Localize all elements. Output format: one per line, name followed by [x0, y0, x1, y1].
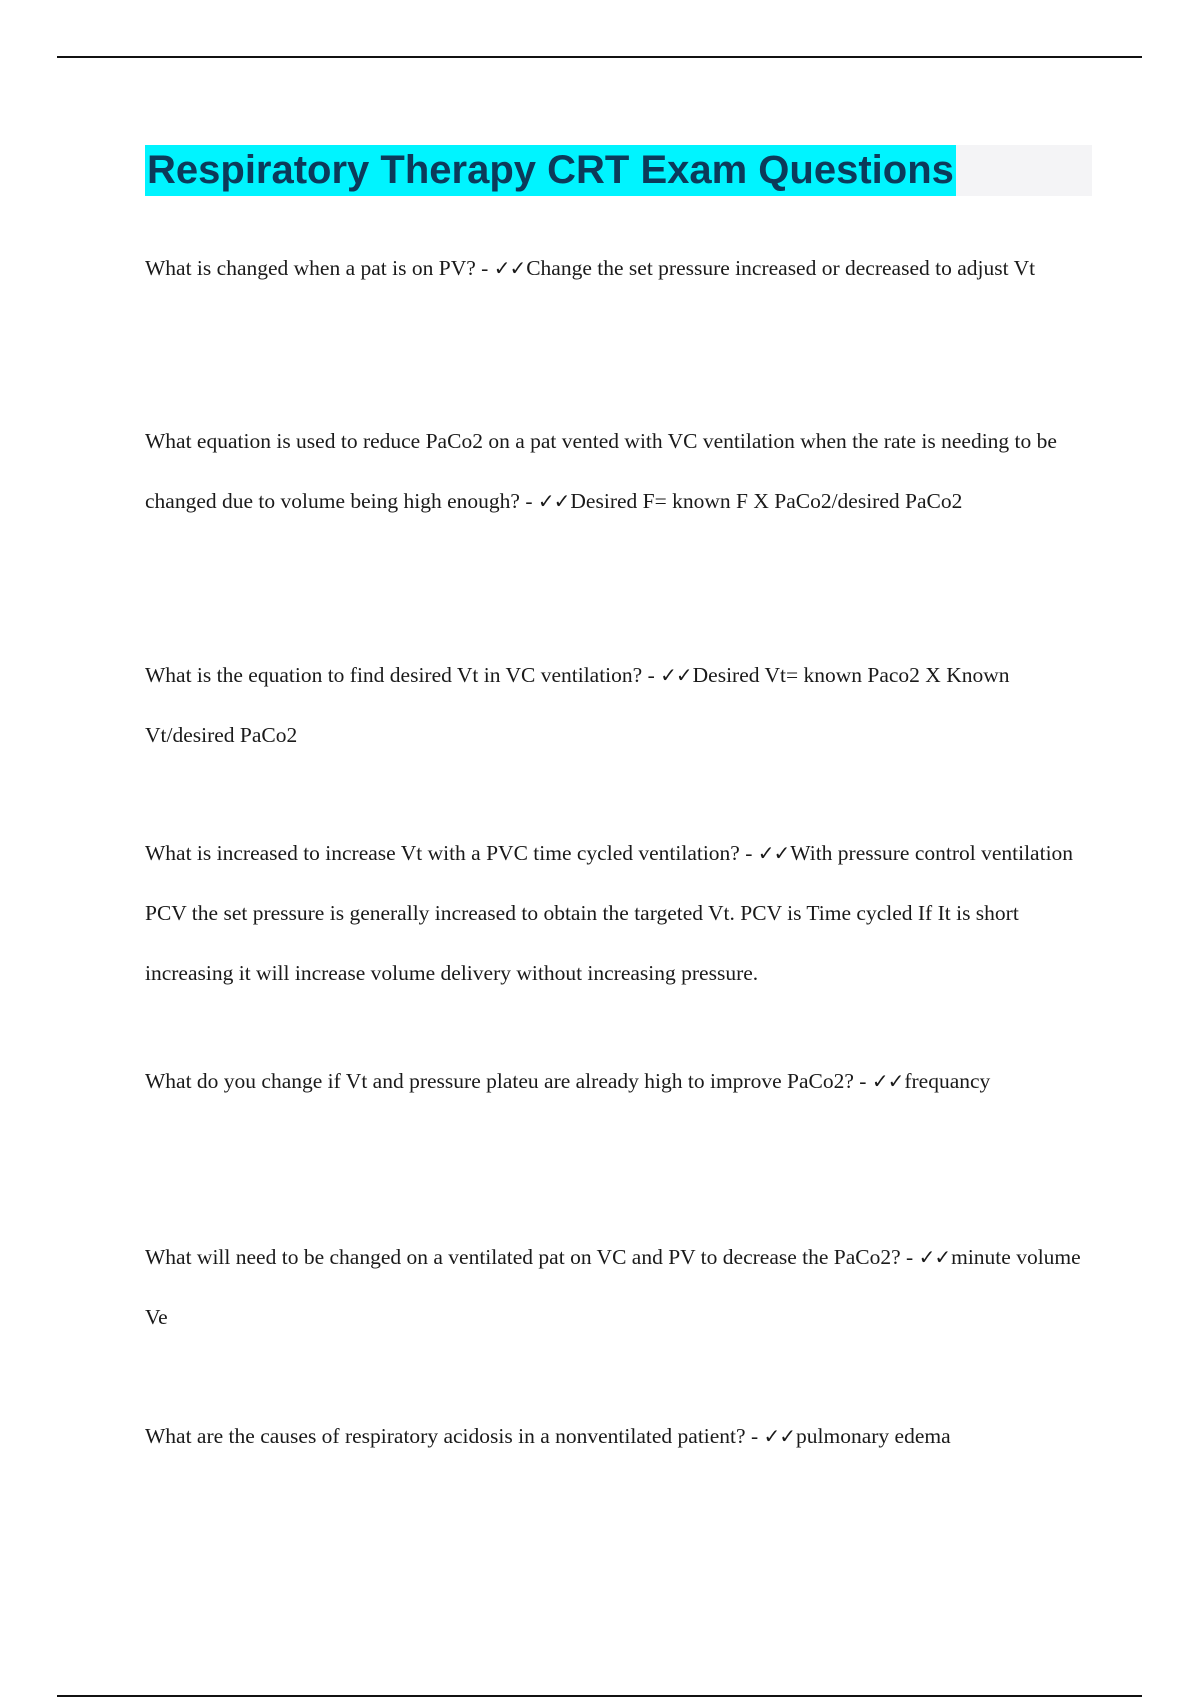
- question-text: What equation is used to reduce PaCo2 on a pat vented with VC ventilation when the rate is needing to be changed due to volume being high enough?: [145, 429, 1057, 513]
- separator: -: [853, 1069, 872, 1093]
- double-check-icon: ✓✓: [660, 663, 692, 687]
- qa-item-1: [145, 238, 1090, 298]
- question-text: What is increased to increase Vt with a PVC time cycled ventilation?: [145, 841, 740, 865]
- double-check-icon: ✓✓: [493, 256, 526, 280]
- double-check-icon: ✓✓: [918, 1245, 951, 1269]
- answer-text: Change the set pressure increased or decreased to adjust Vt: [526, 256, 1036, 280]
- double-check-icon: ✓✓: [871, 1069, 904, 1093]
- qa-item-7: [145, 1406, 1090, 1466]
- question-text: What do you change if Vt and pressure plateu are already high to improve PaCo2?: [145, 1069, 854, 1093]
- qa-item-2: [145, 411, 1090, 531]
- answer-text: With pressure control ventilation PCV the set pressure is generally increased to obtain the targeted Vt. PCV is Time cycled If It is short increasing it will increase volume delivery without increasing pressure.: [145, 841, 1074, 985]
- question-text: What is changed when a pat is on PV?: [145, 256, 476, 280]
- separator: -: [900, 1245, 919, 1269]
- separator: -: [475, 256, 494, 280]
- answer-text: Desired Vt= known Paco2 X Known Vt/desired PaCo2: [145, 663, 1010, 747]
- separator: -: [739, 841, 758, 865]
- qa-item-3: [145, 645, 1090, 765]
- answer-text: Desired F= known F X PaCo2/desired PaCo2: [570, 489, 963, 513]
- separator: -: [642, 663, 661, 687]
- answer-text: minute volume Ve: [145, 1245, 1081, 1329]
- qa-item-4: [145, 823, 1090, 1003]
- qa-item-5: [145, 1051, 1090, 1111]
- question-text: What is the equation to find desired Vt in VC ventilation?: [145, 663, 643, 687]
- question-text: What will need to be changed on a ventilated pat on VC and PV to decrease the PaCo2?: [145, 1245, 901, 1269]
- qa-item-6: [145, 1227, 1090, 1347]
- answer-text: pulmonary edema: [796, 1424, 951, 1448]
- separator: -: [745, 1424, 764, 1448]
- document-title: Respiratory Therapy CRT Exam Questions: [145, 145, 956, 196]
- top-rule: [57, 56, 1142, 58]
- answer-text: frequancy: [904, 1069, 991, 1093]
- double-check-icon: ✓✓: [757, 841, 790, 865]
- question-text: What are the causes of respiratory acidosis in a nonventilated patient?: [145, 1424, 746, 1448]
- double-check-icon: ✓✓: [763, 1424, 796, 1448]
- separator: -: [519, 489, 538, 513]
- bottom-rule: [57, 1695, 1142, 1697]
- title-banner: [145, 145, 1092, 196]
- double-check-icon: ✓✓: [537, 489, 570, 513]
